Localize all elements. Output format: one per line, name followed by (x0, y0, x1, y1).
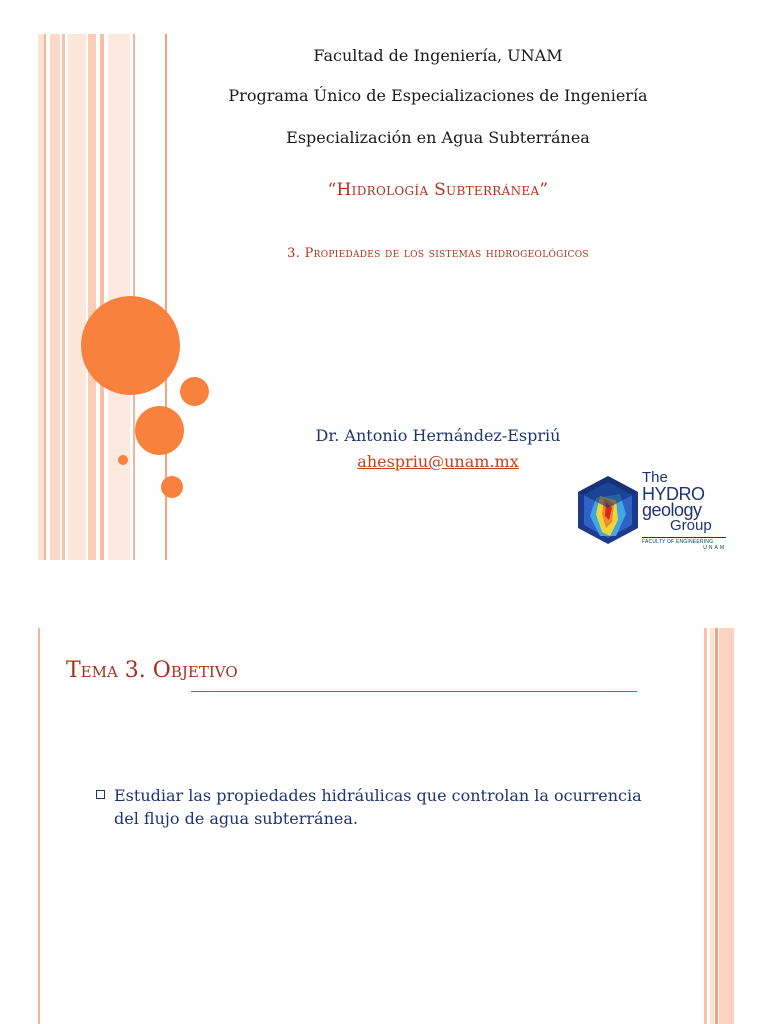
slide-title: Tema 3. Objetivo (66, 658, 238, 683)
decor-stripe (38, 628, 40, 1024)
objective-slide (38, 628, 734, 1024)
title-underline (191, 691, 637, 692)
author-email-link[interactable]: ahespriu@unam.mx (357, 452, 519, 471)
decor-circle-small (180, 377, 209, 406)
decor-stripe (719, 628, 734, 1024)
decor-stripe (710, 628, 714, 1024)
specialization-line: Especialización en Agua Subterránea (286, 128, 590, 147)
objective-text: Estudiar las propiedades hidráulicas que controlan la ocurrencia del flujo de agua subterránea. (114, 786, 642, 828)
decor-circle-large (81, 296, 180, 395)
faculty-line: Facultad de Ingeniería, UNAM (313, 46, 563, 65)
course-title: “Hidrología Subterránea” (327, 180, 549, 200)
decor-circle-small (161, 476, 183, 498)
logo-wordmark: The HYDRO geology Group FACULTY OF ENGINEERING UNAM (642, 469, 726, 551)
program-line: Programa Único de Especializaciones de Ingeniería (228, 86, 648, 105)
decor-stripe (100, 34, 104, 560)
square-bullet-icon (96, 790, 105, 799)
hydrogeology-group-logo (576, 470, 726, 550)
decor-stripe (715, 628, 718, 1024)
objective-bullet (94, 784, 654, 830)
decor-stripe (62, 34, 65, 560)
decor-stripe (44, 34, 46, 560)
topic-subtitle: 3. Propiedades de los sistemas hidrogeológicos (287, 246, 589, 261)
decor-stripe (704, 628, 707, 1024)
decor-stripe (88, 34, 96, 560)
cube-logo-icon (576, 474, 640, 546)
decor-circle-tiny (118, 455, 128, 465)
title-slide (38, 34, 734, 560)
author-name: Dr. Antonio Hernández-Espriú (315, 426, 561, 445)
decor-stripe (68, 34, 86, 560)
decor-stripe (50, 34, 60, 560)
